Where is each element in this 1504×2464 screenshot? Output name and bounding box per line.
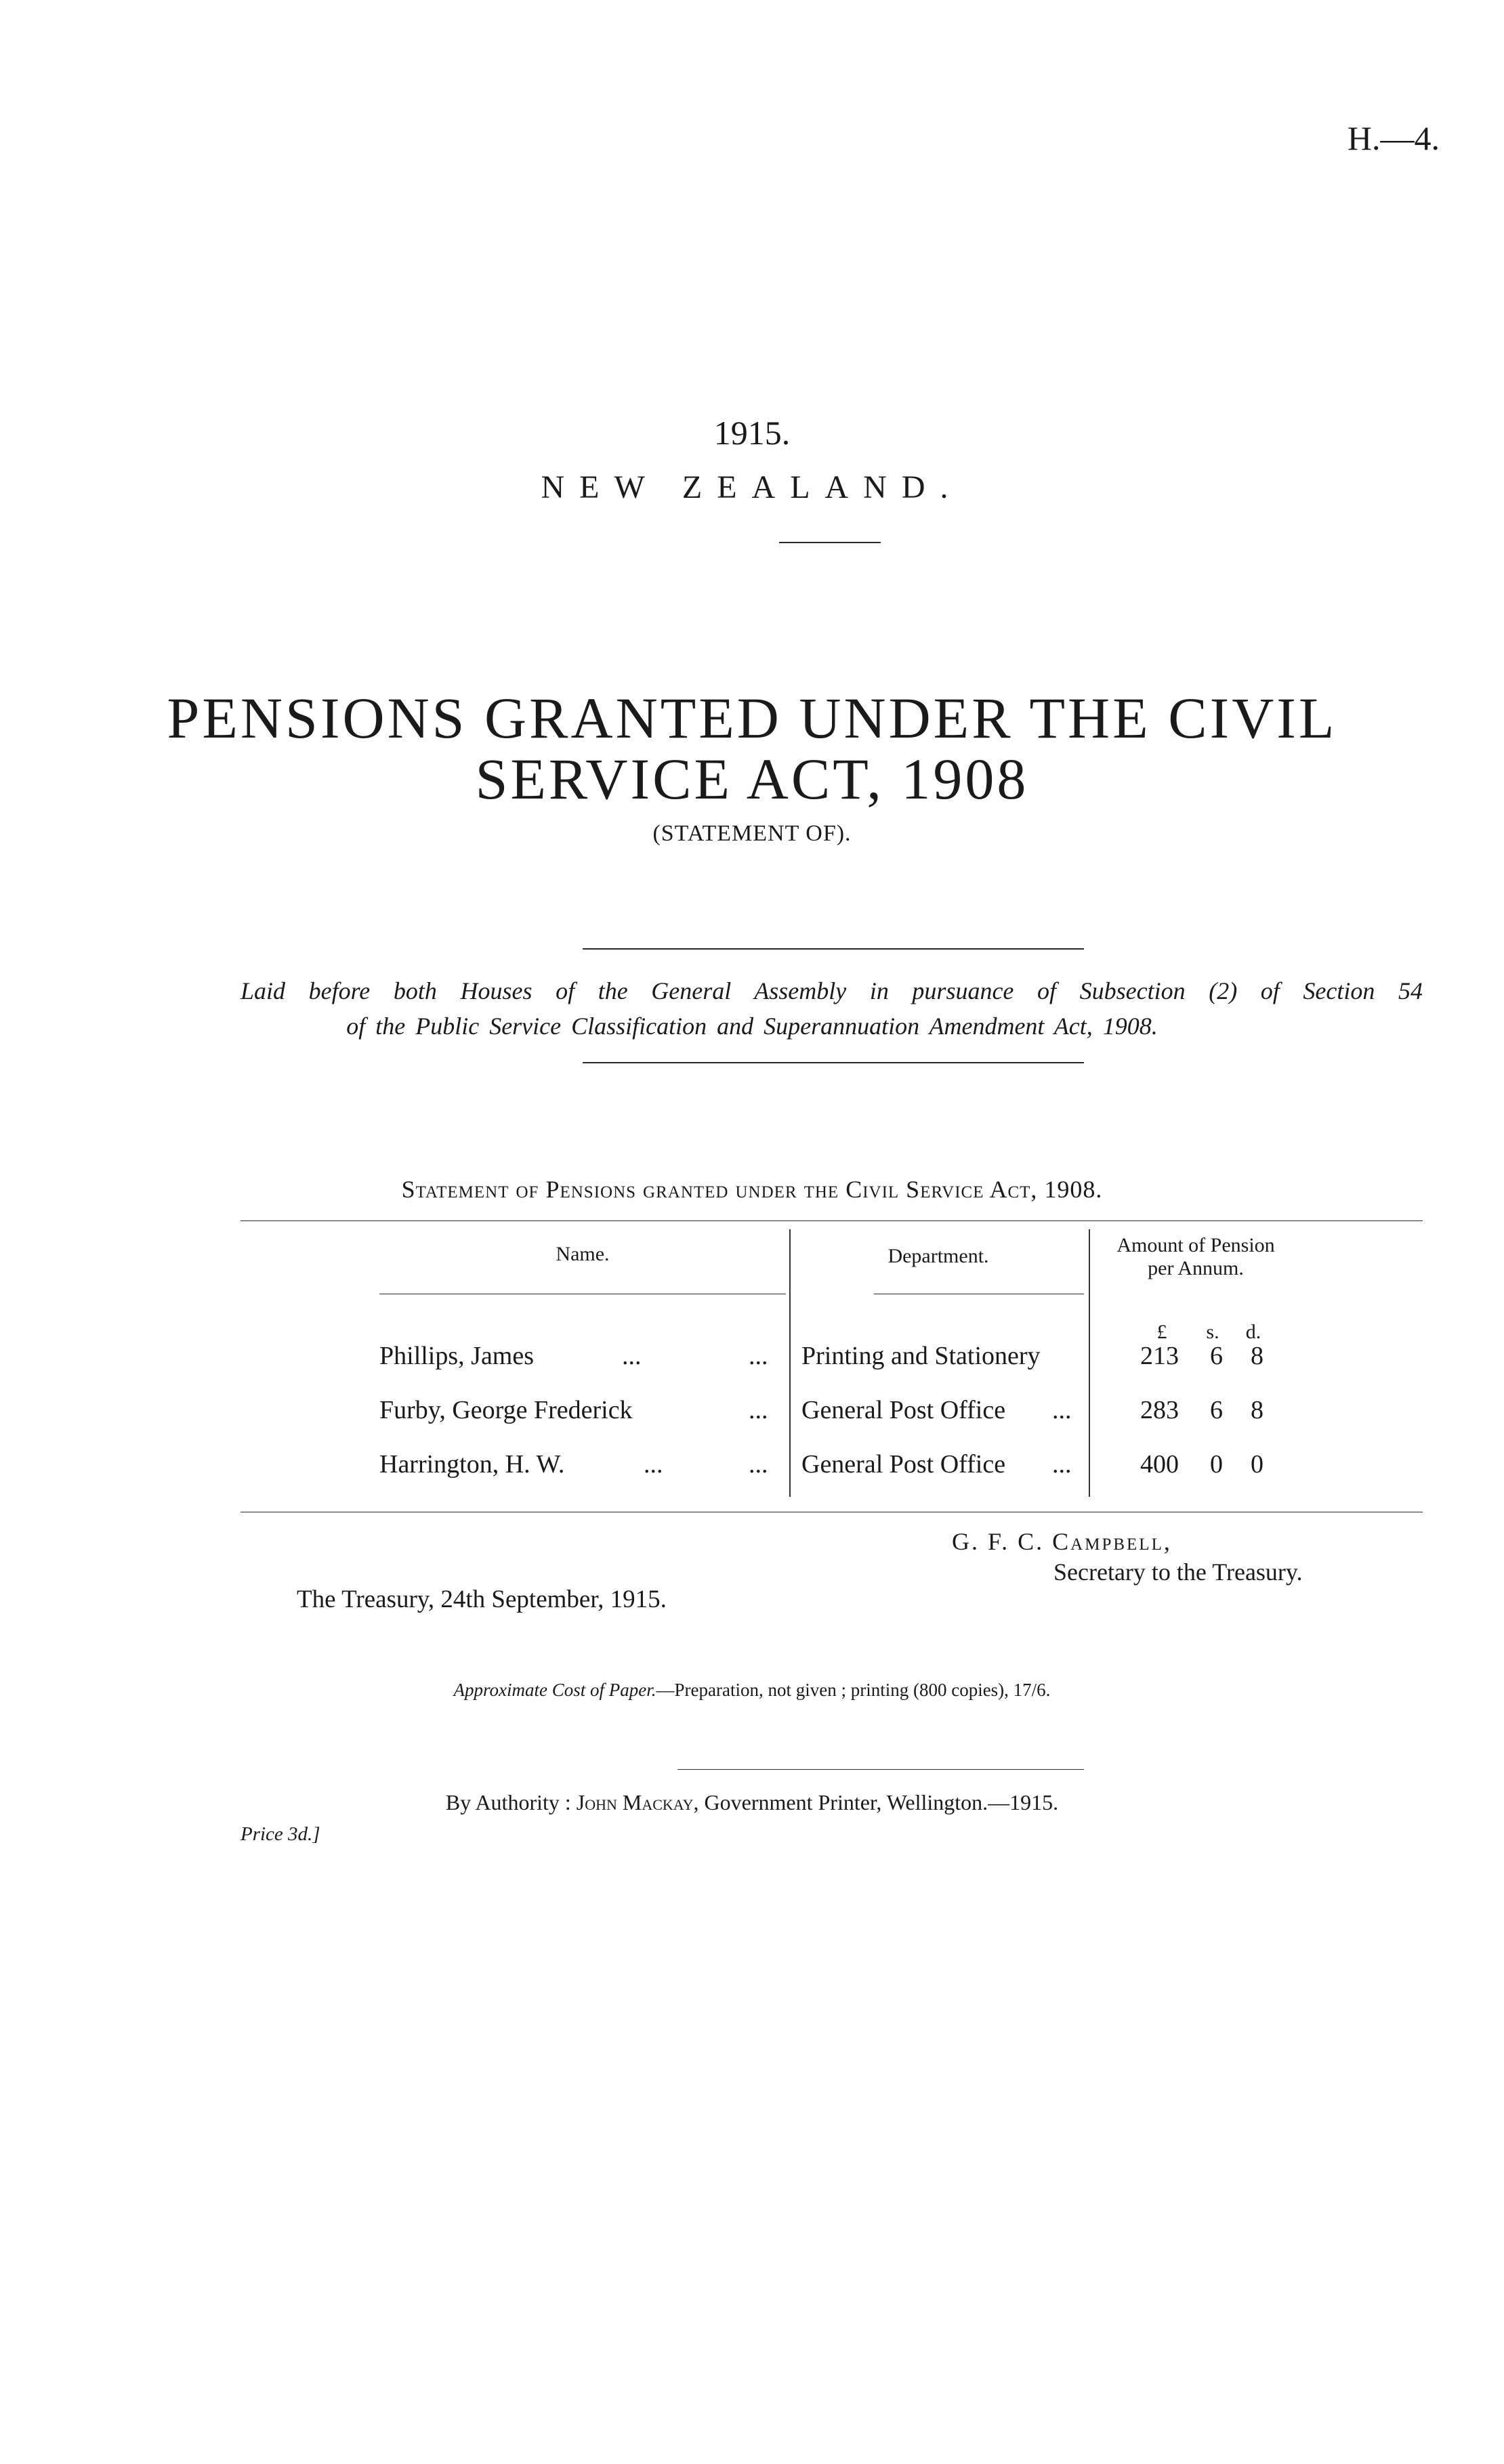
document-title-line1: PENSIONS GRANTED UNDER THE CIVIL (167, 685, 1337, 750)
column-header-amount-line1: Amount of Pension (1116, 1234, 1275, 1256)
price: Price 3d.] (241, 1823, 320, 1845)
leader-dots: ... (644, 1450, 663, 1479)
unit-shillings: s. (1206, 1321, 1219, 1343)
column-divider-2 (1089, 1229, 1090, 1497)
statement-heading: Statement of Pensions granted under the Civil Service Act, 1908. (401, 1176, 1103, 1203)
pensioner-name: Phillips, James (379, 1342, 535, 1370)
department: General Post Office (801, 1450, 1006, 1479)
amount-pounds: 400 (1140, 1450, 1179, 1479)
cost-text: —Preparation, not given ; printing (800 copies), 17/6. (656, 1680, 1051, 1700)
cost-line (0, 1680, 1504, 1701)
leader-dots: ... (622, 1342, 642, 1370)
column-header-name: Name. (556, 1243, 610, 1265)
amount-pounds: 283 (1140, 1396, 1179, 1424)
document-subtitle: (STATEMENT OF). (652, 821, 852, 846)
leader-dots: ... (1052, 1450, 1072, 1479)
column-header-amount-line2: per Annum. (1148, 1257, 1244, 1279)
amount-shillings: 0 (1210, 1450, 1223, 1479)
footer-rule (677, 1769, 1084, 1770)
leader-dots: ... (749, 1396, 768, 1424)
cost-label: Approximate Cost of Paper. (453, 1680, 656, 1700)
column-header-department: Department. (887, 1245, 989, 1267)
printer-name: John Mackay (576, 1790, 694, 1814)
place-date: The Treasury, 24th September, 1915. (297, 1586, 667, 1613)
laid-before-line1: Laid before both Houses of the General Assembly in pursuance of Subsection (2) of Section 54 (241, 977, 1423, 1004)
column-divider-1 (789, 1229, 791, 1497)
amount-pence: 8 (1251, 1342, 1263, 1370)
amount-shillings: 6 (1210, 1396, 1223, 1424)
unit-pounds: £ (1156, 1321, 1167, 1343)
unit-pence: d. (1245, 1321, 1261, 1343)
publication-year: 1915. (713, 414, 791, 452)
laid-before-line2: of the Public Service Classification and Superannuation Amendment Act, 1908. (346, 1013, 1158, 1040)
department: General Post Office (801, 1396, 1006, 1424)
authority-suffix: , Government Printer, Wellington.—1915. (693, 1790, 1059, 1814)
amount-pence: 8 (1251, 1396, 1263, 1424)
amount-pence: 0 (1251, 1450, 1263, 1479)
country-name: NEW ZEALAND. (541, 469, 963, 505)
document-title-line2: SERVICE ACT, 1908 (475, 746, 1029, 811)
leader-dots: ... (749, 1450, 768, 1479)
pensioner-name: Harrington, H. W. (379, 1450, 565, 1479)
leader-dots: ... (749, 1342, 768, 1370)
pensioner-name: Furby, George Frederick (379, 1396, 633, 1424)
page-reference: H.—4. (1347, 119, 1440, 157)
laid-top-rule (583, 948, 1084, 950)
signatory-title: Secretary to the Treasury. (1053, 1558, 1303, 1586)
table-top-rule (241, 1220, 1423, 1221)
amount-pounds: 213 (1140, 1342, 1179, 1370)
authority-line (0, 1790, 1504, 1815)
signatory-name: G. F. C. Campbell, (952, 1528, 1172, 1555)
amount-shillings: 6 (1210, 1342, 1223, 1370)
department: Printing and Stationery (801, 1342, 1041, 1370)
laid-bottom-rule (583, 1062, 1084, 1063)
authority-prefix: By Authority : (445, 1790, 571, 1814)
leader-dots: ... (1052, 1396, 1072, 1424)
masthead-rule (779, 542, 881, 543)
